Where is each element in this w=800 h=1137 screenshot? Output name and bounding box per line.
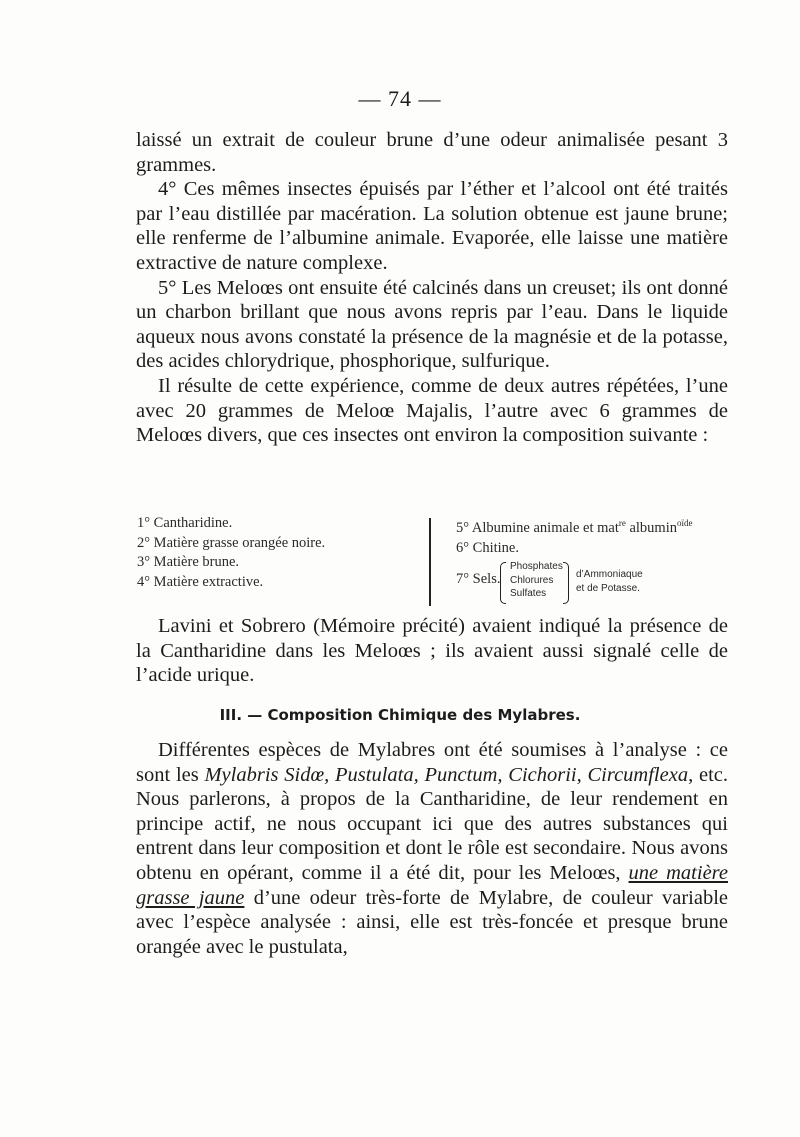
paragraph-mylabres xyxy=(136,738,728,959)
paragraph-lavini: Lavini et Sobrero (Mémoire précité) avaient indiqué la présence de la Cantharidine dans les Meloœs ; ils avaient aussi signalé celle de l’acide urique. xyxy=(136,615,728,687)
text-run: d’une odeur très-forte de Mylabre, de couleur variable avec l’espèce analysée : ainsi, elle est très-foncée et presque brune orangée avec le pustulata, xyxy=(136,886,729,958)
base-item: et de Potasse. xyxy=(576,583,640,594)
composition-list-left xyxy=(137,514,417,592)
top-text-block xyxy=(136,128,728,448)
page-number: — 74 — xyxy=(358,86,442,111)
item5-superscript: re xyxy=(618,518,626,528)
species-names: Mylabris Sidœ, Pustulata, Punctum, Cichorii, Circumflexa xyxy=(204,763,689,786)
paragraph-item-4: 4° Ces mêmes insectes épuisés par l’éther et l’alcool ont été traités par l’eau distillée par macération. La solution obtenue est jaune brune; elle renferme de l’albumine animale. Evaporée, elle laisse une matière extractive de nature complexe. xyxy=(136,178,728,274)
item5-tail: albumin xyxy=(625,520,677,536)
item5-text: 5° Albumine animale et mat xyxy=(456,520,619,536)
text-run: , etc. Nous parlerons, à propos de la Cantharidine, de leur rendement en principe actif, ne nous occupant ici que des autres substances qui entrent dans leur composition et dont le rôle est secondaire. Nous avons obtenu en opérant, comme il a été dit, pour les Meloœs, xyxy=(136,763,728,884)
item5-superscript-2: oïde xyxy=(677,518,693,528)
bases-group xyxy=(576,568,643,596)
text-run: Différentes espèces de Mylabres ont été soumises à l’analyse : ce sont les xyxy=(136,739,728,786)
right-brace xyxy=(563,562,569,604)
paragraph-item-5: 5° Les Meloœs ont ensuite été calcinés dans un creuset; ils ont donné un charbon brillant que nous avons repris par l’eau. Dans le liquide aqueux nous avons constaté la présence de la magnésie et de la potasse, des acides chlorydrique, phosphorique, sulfurique. xyxy=(136,276,728,373)
list-item: 3° Matière brune. xyxy=(137,554,240,570)
list-item-albumine xyxy=(456,514,756,539)
emphasized-phrase: une matière grasse jaune xyxy=(136,861,728,909)
salt-item: Phosphates xyxy=(510,561,563,572)
list-item: 2° Matière grasse orangée noire. xyxy=(137,534,326,551)
sels-label: 7° Sels. xyxy=(456,571,501,587)
left-brace xyxy=(500,562,506,604)
composition-list-right xyxy=(456,514,756,604)
list-item: 1° Cantharidine. xyxy=(137,515,233,531)
salt-item: Sulfates xyxy=(510,588,547,599)
salts-group xyxy=(510,560,563,601)
list-item-sels xyxy=(456,560,756,604)
bottom-text-block xyxy=(136,738,728,959)
paragraph-result: Il résulte de cette expérience, comme de deux autres répétées, l’une avec 20 grammes de Meloœ Majalis, l’autre avec 6 grammes de Meloœs divers, que ces insectes ont environ la composition suivante : xyxy=(136,374,728,447)
salt-item: Chlorures xyxy=(510,574,554,586)
base-item: d’Ammoniaque xyxy=(576,569,643,580)
list-item-chitine: 6° Chitine. xyxy=(456,539,519,556)
paragraph-continuation: laissé un extrait de couleur brune d’une odeur animalisée pesant 3 grammes. xyxy=(136,129,728,176)
column-divider xyxy=(429,518,431,606)
list-item: 4° Matière extractive. xyxy=(137,573,264,590)
section-heading: III. — Composition Chimique des Mylabres. xyxy=(219,706,581,724)
middle-text-block xyxy=(136,614,728,688)
